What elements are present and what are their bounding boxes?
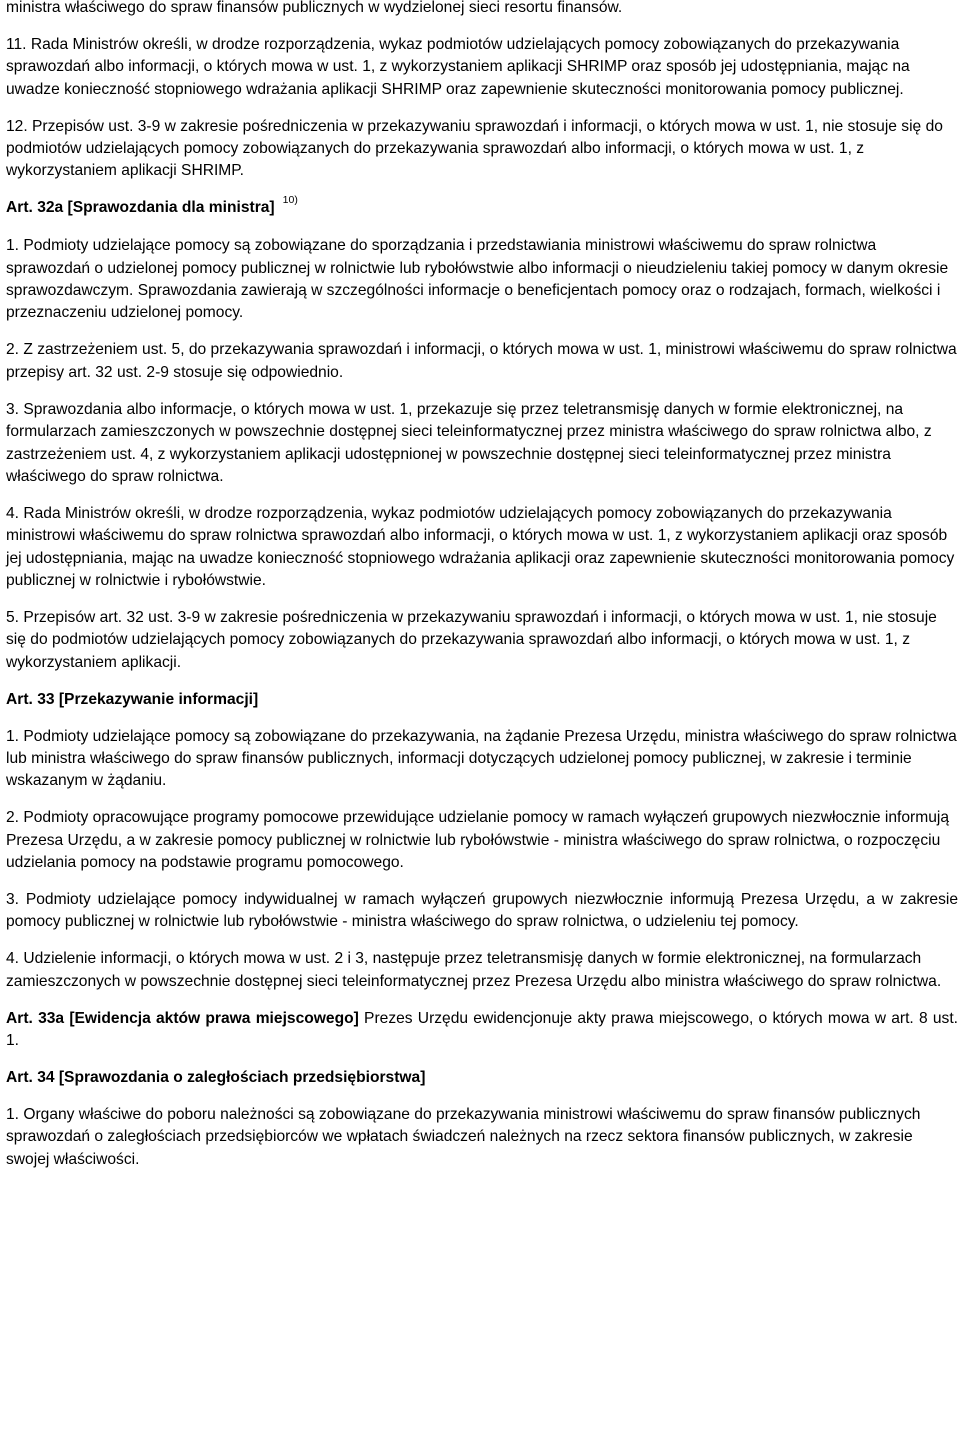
paragraph-32a-2: 2. Z zastrzeżeniem ust. 5, do przekazywania sprawozdań i informacji, o których mowa w ust. 1, ministrowi właściwemu do spraw rolnictwa przepisy art. 32 ust. 2-9 stosuje się odpowiednio. bbox=[6, 341, 957, 381]
paragraph-33-4: 4. Udzielenie informacji, o których mowa w ust. 2 i 3, następuje przez teletransmisję danych w formie elektronicznej, na formularzach zamieszczonych w powszechnie dostępnej sieci teleinformatycznej przez Prezesa Urzędu albo ministra właściwego do spraw rolnictwa. bbox=[6, 950, 942, 990]
article-heading-34: Art. 34 [Sprawozdania o zaległościach przedsiębiorstwa] bbox=[6, 1068, 426, 1086]
paragraph-33-2: 2. Podmioty opracowujące programy pomocowe przewidujące udzielanie pomocy w ramach wyłączeń grupowych niezwłocznie informują Prezesa Urzędu, a w zakresie pomocy publicznej w rolnictwie lub rybołówstwie - ministra właściwego do spraw rolnictwa, o rozpoczęciu udzielania pomocy na podstawie programu pomocowego. bbox=[6, 809, 950, 872]
document-page bbox=[6, 0, 958, 1186]
paragraph: ministra właściwego do spraw finansów publicznych w wydzielonej sieci resortu finansów. bbox=[6, 0, 623, 16]
paragraph-32a-5: 5. Przepisów art. 32 ust. 3-9 w zakresie pośredniczenia w przekazywaniu sprawozdań i informacji, o których mowa w ust. 1, nie stosuje się do podmiotów udzielających pomocy zobowiązanych do przekazywania sprawozdań albo informacji, o których mowa w ust. 1, z wykorzystaniem aplikacji. bbox=[6, 608, 937, 671]
article-heading-33: Art. 33 [Przekazywanie informacji] bbox=[6, 690, 259, 708]
paragraph-32a-3: 3. Sprawozdania albo informacje, o których mowa w ust. 1, przekazuje się przez teletransmisję danych w formie elektronicznej, na formularzach zamieszczonych w powszechnie dostępnej sieci teleinformatycznej przez ministra właściwego do spraw rolnictwa albo, z zastrzeżeniem ust. 4, z wykorzystaniem aplikacji udostępnionej w powszechnie dostępnej sieci teleinformatycznej przez ministra właściwego do spraw rolnictwa. bbox=[6, 400, 932, 485]
paragraph-12: 12. Przepisów ust. 3-9 w zakresie pośredniczenia w przekazywaniu sprawozdań i informacji, o których mowa w ust. 1, nie stosuje się do podmiotów udzielających pomocy zobowiązanych do przekazywania sprawozdań albo informacji, o których mowa w ust. 1, z wykorzystaniem aplikacji SHRIMP. bbox=[6, 117, 943, 180]
paragraph-32a-1: 1. Podmioty udzielające pomocy są zobowiązane do sporządzania i przedstawiania ministrowi właściwemu do spraw rolnictwa sprawozdań o udzielonej pomocy publicznej w rolnictwie lub rybołówstwie albo informacji o nieudzieleniu takiej pomocy w danym okresie sprawozdawczym. Sprawozdania zawierają w szczególności informacje o beneficjentach pomocy oraz o rodzajach, formach, wielkości i przeznaczeniu udzielonej pomocy. bbox=[6, 237, 949, 322]
paragraph-32a-4: 4. Rada Ministrów określi, w drodze rozporządzenia, wykaz podmiotów udzielających pomocy zobowiązanych do przekazywania ministrowi właściwemu do spraw rolnictwa sprawozdań albo informacji, o których mowa w ust. 1, z wykorzystaniem aplikacji oraz sposób jej udostępniania, mając na uwadze konieczność stopniowego wdrażania aplikacji oraz zapewnienie skuteczności monitorowania pomocy publicznej w rolnictwie i rybołówstwie. bbox=[6, 504, 955, 590]
footnote-marker[interactable]: 10) bbox=[282, 194, 298, 207]
paragraph-33-3: 3. Podmioty udzielające pomocy indywidualnej w ramach wyłączeń grupowych niezwłocznie informują Prezesa Urzędu, a w zakresie pomocy publicznej w rolnictwie lub rybołówstwie - ministra właściwego do spraw rolnictwa, o udzieleniu tej pomocy. bbox=[6, 891, 958, 931]
paragraph-34-1: 1. Organy właściwe do poboru należności są zobowiązane do przekazywania ministrowi właściwemu do spraw finansów publicznych sprawozdań o zaległościach przedsiębiorców we wpłatach świadczeń należnych na rzecz sektora finansów publicznych, w zakresie swojej właściwości. bbox=[6, 1105, 921, 1168]
article-heading-33a: Art. 33a [Ewidencja aktów prawa miejscowego] bbox=[6, 1009, 359, 1027]
article-33a-text: Prezes Urzędu ewidencjonuje akty prawa miejscowego, o których mowa w art. 8 ust. 1. bbox=[6, 1009, 959, 1050]
paragraph-33-1: 1. Podmioty udzielające pomocy są zobowiązane do przekazywania, na żądanie Prezesa Urzędu, ministra właściwego do spraw rolnictwa lub ministra właściwego do spraw finansów publicznych, informacji dotyczących udzielonej pomocy publicznej, w zakresie i terminie wskazanym w żądaniu. bbox=[6, 727, 957, 790]
paragraph-11: 11. Rada Ministrów określi, w drodze rozporządzenia, wykaz podmiotów udzielających pomocy zobowiązanych do przekazywania sprawozdań albo informacji, o których mowa w ust. 1, z wykorzystaniem aplikacji SHRIMP oraz sposób jej udostępniania, mając na uwadze konieczność stopniowego wdrażania aplikacji SHRIMP oraz zapewnienie skuteczności monitorowania pomocy publicznej. bbox=[6, 35, 910, 98]
article-33a bbox=[6, 1008, 958, 1053]
article-heading-text: Art. 32a [Sprawozdania dla ministra] bbox=[6, 199, 275, 217]
article-heading-32a bbox=[6, 194, 958, 220]
